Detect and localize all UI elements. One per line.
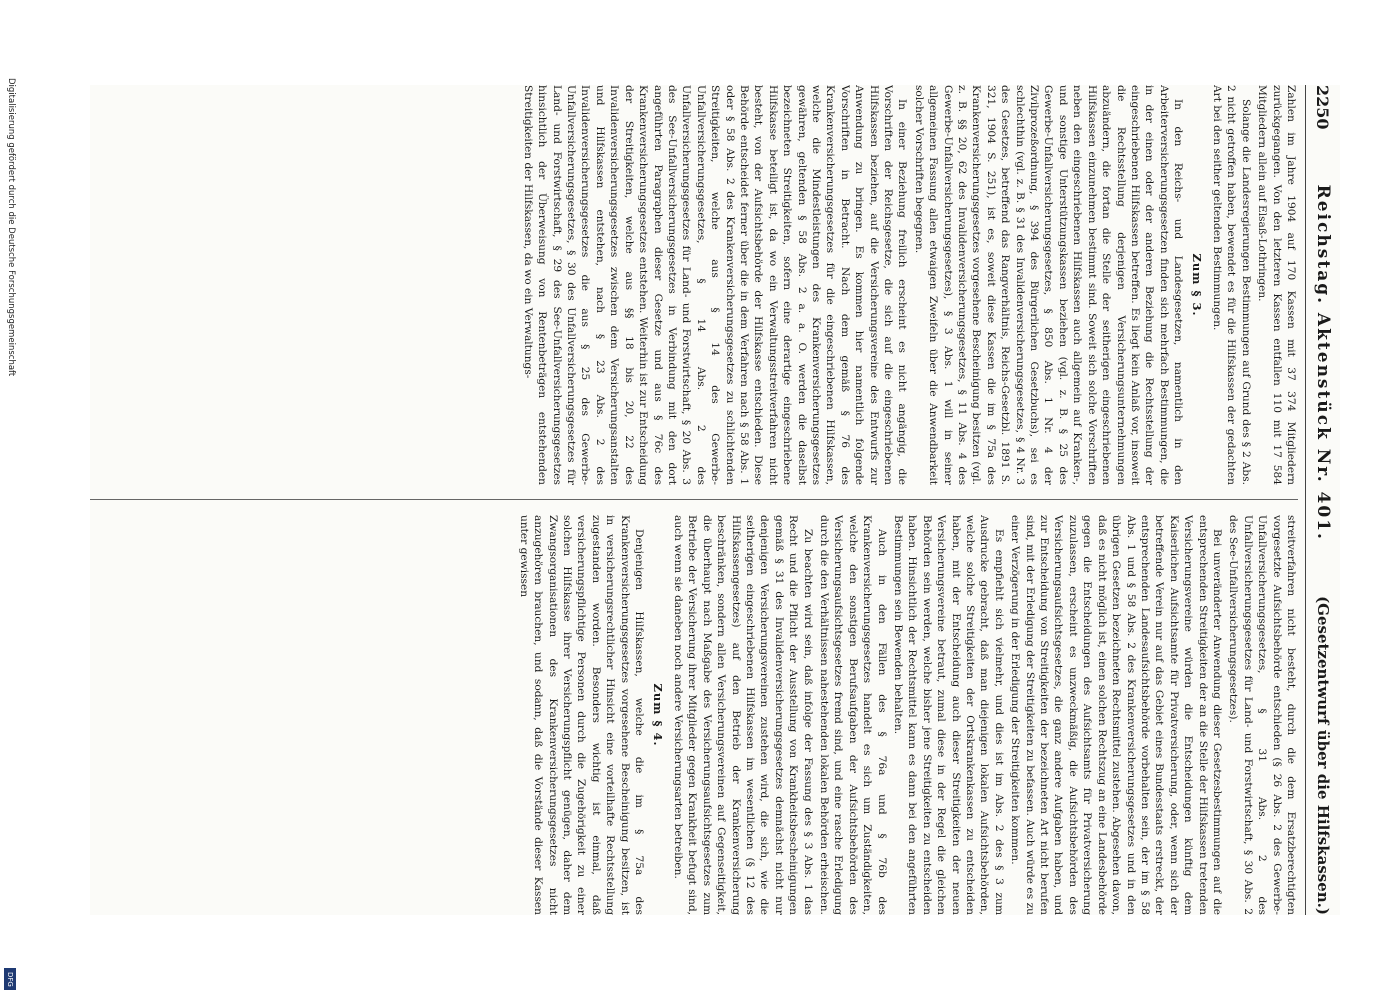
scanned-page [90, 85, 1340, 915]
paragraph: In einer Beziehung freilich erscheint es nicht angängig, die Vorschriften der Reichsgesetze, die sich auf die eingeschriebenen Hilfskassen beziehen, auf die Versicherungsvereine des Entwurfs zur Anwendung zu bringen. Es kommen hier namentlich folgende Vorschriften in Betracht. Nach dem gemäß § 76 des Krankenversicherungsgesetzes für die eingeschriebenen Hilfskassen, welche die Mindestleistungen des Krankenversicherungsgesetzes gewähren, geltenden § 58 Abs. 2 a. a. O. werden die daselbst bezeichneten Streitigkeiten, sofern eine derartige eingeschriebene Hilfskasse beteiligt ist, da wo ein Verwaltungsstreitverfahren nicht besteht, von der Aufsichtsbehörde der Hilfskasse entschieden. Diese Behörde entscheidet ferner über die in dem Verfahren nach § 58 Abs. 1 oder § 58 Abs. 2 des Krankenversicherungsgesetzes zu schlichtenden Streitigkeiten, welche aus § 14 des Gewerbe-Unfallversicherungsgesetzes, § 14 Abs. 2 des Unfallversicherungsgesetzes für Land- und Forstwirtschaft, § 20 Abs. 3 des See-Unfallversicherungsgesetzes in Verbindung mit den dort angeführten Paragraphen dieser Gesetze und aus § 76c des Krankenversicherungsgesetzes entstehen. Weiterhin ist zur Entscheidung der Streitigkeiten, welche aus §§ 18 bis 20, 22 des Invalidenversicherungsgesetzes zwischen dem Versicherungsanstalten und Hilfskassen entstehen, nach § 23 Abs. 2 des Invalidenversicherungsgesetzes die aus § 25 des Gewerbe-Unfallversicherungsgesetzes, § 30 des Unfallversicherungsgesetzes für Land- und Forstwirtschaft, § 29 des See-Unfallversicherungsgesetzes hinsichtlich der Überweisung von Rentenbeträgen entstehenden Streitigkeiten der Hilfskassen, da wo ein Verwaltungs- [521, 85, 909, 485]
page-subtitle: (Gesetzentwurf über die Hilfskassen.) [1314, 596, 1332, 915]
paragraph: Es empfiehlt sich vielmehr, und dies ist im Abs. 2 des § 3 zum Ausdrucke gebracht, daß man diejenigen lokalen Aufsichtsbehörden, welche solche Streitigkeiten der Ortskrankenkassen zu entscheiden haben, mit der Entscheidung auch dieser Streitigkeiten der neuen Versicherungsvereine betraut, zumal diese in der Regel die gleichen Behörden sein werden, welche bisher jene Streitigkeiten zu entscheiden haben. Hinsichtlich der Rechtsmittel kann es dann bei den angeführten Bestimmungen sein Bewenden behalten. [892, 515, 1005, 915]
rotated-text-block [90, 85, 1340, 915]
paragraph: Solange die Landesregierungen Bestimmungen auf Grund des § 2 Abs. 2 nicht getroffen haben, bewendet es für die Hilfskassen der gedachten Art bei den seither geltenden Bestimmungen. [1210, 85, 1252, 485]
paragraph: streitverfahren nicht besteht, durch die dem Ersatzberechtigten vorgesetzte Aufsichtsbehörde entschieden (§ 26 Abs. 2 des Gewerbe-Unfallversicherungsgesetzes, § 31 Abs. 2 des Unfallversicherungsgesetzes für Land- und Forstwirtschaft, § 30 Abs. 2 des See-Unfallversicherungsgesetzes). [1227, 515, 1297, 915]
paragraph: Zu beachten wird sein, daß infolge der Fassung des § 3 Abs. 1 das Recht und die Pflicht der Ausstellung von Krankheitsbescheinigungen gemäß § 31 des Invalidenversicherungsgesetzes demnächst nicht nur denjenigen Versicherungsvereinen zustehen wird, die sich, wie die seitherigen eingeschriebenen Hilfskassen im wesentlichen (§ 12 des Hilfskassengesetzes) auf den Betrieb der Krankenversicherung beschränken, sondern allen Versicherungsvereinen auf Gegenseitigkeit, die überhaupt nach Maßgabe des Versicherungsaufsichtsgesetzes zum Betriebe der Versicherung ihrer Mitglieder gegen Krankheit befugt sind, auch wenn sie daneben noch andere Versicherungsarten betreiben. [671, 515, 814, 915]
section-heading: Zum § 4. [650, 683, 665, 747]
paragraph: Bei unveränderter Anwendung dieser Gesetzesbestimmungen auf die entsprechenden Streitigkeiten der an die Stelle der Hilfskassen tretenden Versicherungsvereine würden die Entscheidungen künftig dem Kaiserlichen Aufsichtsamte für Privatversicherung, oder, wenn sich der betreffende Verein nur auf das Gebiet eines Bundesstaats erstreckt, der entsprechenden Landesaufsichtsbehörde vorbehalten sein, der im § 58 Abs. 1 und § 58 Abs. 2 des Krankenversicherungsgesetzes und in den übrigen Gesetzen bezeichneten Rechtsmittel zustehen. Abgesehen davon, daß es nicht möglich ist, einen solchen Rechtszug an eine Landesbehörde gegen die Entscheidungen des Aufsichtsamts für Privatversicherung zuzulassen, erscheint es unzweckmäßig, die Aufsichtsbehörden des Versicherungsaufsichtsgesetzes, die ganz andere Aufgaben haben, und zur Entscheidung von Streitigkeiten der bezeichneten Art nicht berufen sind, mit der Erledigung der Streitigkeiten zu befassen. Auch würde es zu einer Verzögerung in der Erledigung der Streitigkeiten kommen. [1009, 515, 1223, 915]
digitization-note [0, 78, 20, 1008]
page-header [1305, 85, 1340, 915]
dfg-logo: DFG [4, 968, 16, 990]
page-number: 2250 [1313, 85, 1333, 130]
paragraph: In den Reichs- und Landesgesetzen, namentlich in den Arbeiterversicherungsgesetzen finden sich mehrfach Bestimmungen, die in der einen oder der anderen Beziehung die Rechtsstellung der eingeschriebenen Hilfskassen betreffen. Es liegt kein Anlaß vor, insoweit die Rechtsstellung derjenigen Versicherungsunternehmungen abzuändern, die fortan die Stelle der seitherigen eingeschriebenen Hilfskassen einzunehmen bestimmt sind. Soweit sich solche Vorschriften neben den eingeschriebenen Hilfskassen auch allgemein auf Kranken-, und sonstige Unterstützungskassen beziehen (vgl. z. B. § 25 des Gewerbe-Unfallversicherungsgesetzes, § 850 Abs. 1 Nr. 4 der Zivilprozeßordnung, § 394 des Bürgerlichen Gesetzbuchs), sei es schlechthin (vgl. z. B. § 31 des Invalidenversicherungsgesetzes, § 4 Nr. 3 des Gesetzes, betreffend das Rangverhältnis, Reichs-Gesetzbl. 1891 S. 321, 1904 S. 251), ist es, soweit diese Kassen die im § 75a des Krankenversicherungsgesetzes vorgesehene Bescheinigung besitzen (vgl. z. B. §§ 20, 62 des Invalidenversicherungsgesetzes, § 11 Abs. 4 des Gewerbe-Unfallversicherungsgesetzes), § 3 Abs. 1 will in seiner allgemeinen Fassung allen etwaigen Zweifeln über die Anwendbarkeit solcher Vorschriften begegnen. [912, 85, 1185, 485]
section-heading: Zum § 3. [1189, 253, 1204, 317]
right-column [90, 515, 1298, 915]
column-divider [90, 499, 1298, 500]
page-title: Reichstag. Aktenstück Nr. 401. [1313, 184, 1333, 541]
paragraph: Auch in den Fällen des § 76a und § 76b des Krankenversicherungsgesetzes handelt es sich um Zuständigkeiten, welche den sonstigen Berufsaufgaben der Aufsichtsbehörden des Versicherungsaufsichtsgesetzes fremd sind, und eine rasche Erledigung durch die den Verhältnissen nahestehenden lokalen Behörden erheischen. [818, 515, 888, 915]
paragraph: Zahlen im Jahre 1904 auf 170 Kassen mit 37 374 Mitgliedern zurückgegangen. Von den letzteren Kassen entfallen 110 mit 17 584 Mitgliedern allein auf Elsaß-Lothringen. [1256, 85, 1297, 485]
left-column [90, 85, 1298, 485]
paragraph: Denjenigen Hilfskassen, welche die im § 75a des Krankenversicherungsgesetzes vorgesehene Bescheinigung besitzen, ist in versicherungsrechtlicher Hinsicht eine vorteilhafte Rechtsstellung zugestanden worden. Besonders wichtig ist einmal, daß versicherungspflichtige Personen durch die Zugehörigkeit zu einer solchen Hilfskasse ihrer Versicherungspflicht genügen, daher dem Zwangsorganisationen des Krankenversicherungsgesetzes nicht anzugehören brauchen, und sodann, daß die Vorstände dieser Kassen unter gewissen [517, 515, 646, 915]
digitization-note-text: Digitalisierung gefördert durch die Deutsche Forschungsgemeinschaft [6, 78, 16, 377]
